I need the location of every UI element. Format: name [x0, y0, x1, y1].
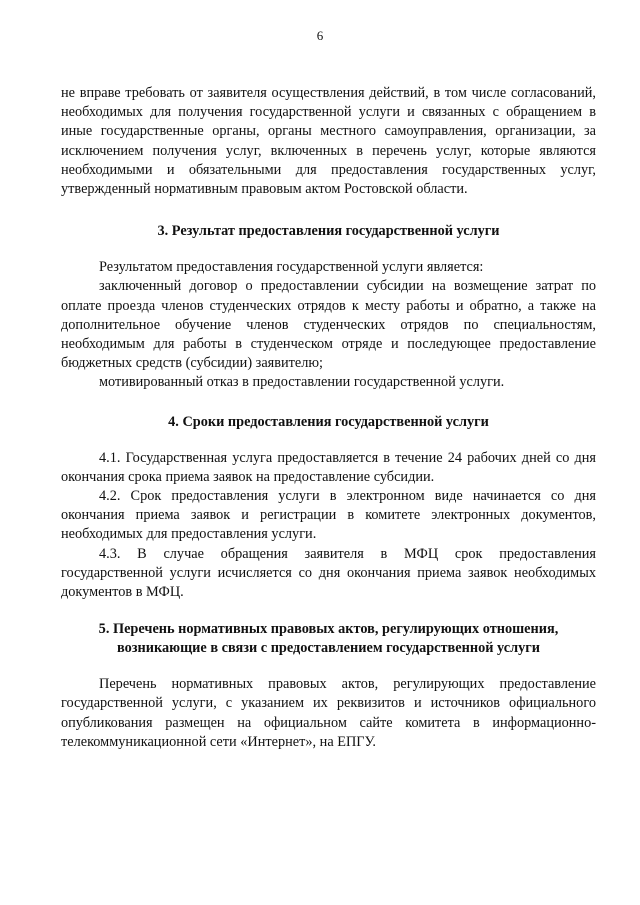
section-4-paragraph-1: 4.1. Государственная услуга предоставляется в течение 24 рабочих дней со дня окончания срока приема заявок на предоставление субсидии. — [61, 449, 596, 485]
section-3-paragraph-1: Результатом предоставления государственной услуги является: — [99, 259, 484, 276]
section-4-paragraph-3: 4.3. В случае обращения заявителя в МФЦ срок предоставления государственной услуги исчисляется со дня окончания приема заявок необходимых документов в МФЦ. — [61, 545, 596, 601]
section-3-paragraph-2: заключенный договор о предоставлении субсидии на возмещение затрат по оплате проезда членов студенческих отрядов к месту работы и обратно, а также на дополнительное обучение членов студенческих отрядов по специальностям, необходимым для работы в студенческом отряде и последующее предоставление бюджетных средств (субсидии) заявителю; — [61, 278, 596, 372]
section-3-paragraph-3: мотивированный отказ в предоставлении государственной услуги. — [99, 374, 505, 391]
section-5-title-line-2: возникающие в связи с предоставлением государственной услуги — [117, 640, 540, 657]
intro-paragraph: не вправе требовать от заявителя осуществления действий, в том числе согласований, необходимых для получения государственной услуги и связанных с обращением в иные государственные органы, органы местного самоуправления, организации, за исключением получения услуг, включенных в перечень услуг, которые являются необходимыми и обязательными для предоставления государственных услуг, утвержденный нормативным правовым актом Ростовской области. — [61, 85, 596, 198]
section-4-title: 4. Сроки предоставления государственной услуги — [168, 413, 489, 430]
section-5-paragraph-1: Перечень нормативных правовых актов, регулирующих предоставление государственной услуги, с указанием их реквизитов и источников официального опубликования размещен на официальном сайте комитета в информационно-телекоммуникационной сети «Интернет», на ЕПГУ. — [61, 676, 596, 750]
section-4-paragraph-2: 4.2. Срок предоставления услуги в электронном виде начинается со дня окончания приема заявок и регистрации в комитете электронных документов, необходимых для предоставления услуги. — [61, 488, 596, 543]
page-number: 6 — [316, 28, 324, 43]
section-3-title: 3. Результат предоставления государственной услуги — [157, 223, 500, 240]
section-5-title — [61, 620, 596, 658]
section-5-title-line-1: 5. Перечень нормативных правовых актов, регулирующих отношения, — [98, 621, 559, 638]
document-body — [61, 84, 596, 752]
